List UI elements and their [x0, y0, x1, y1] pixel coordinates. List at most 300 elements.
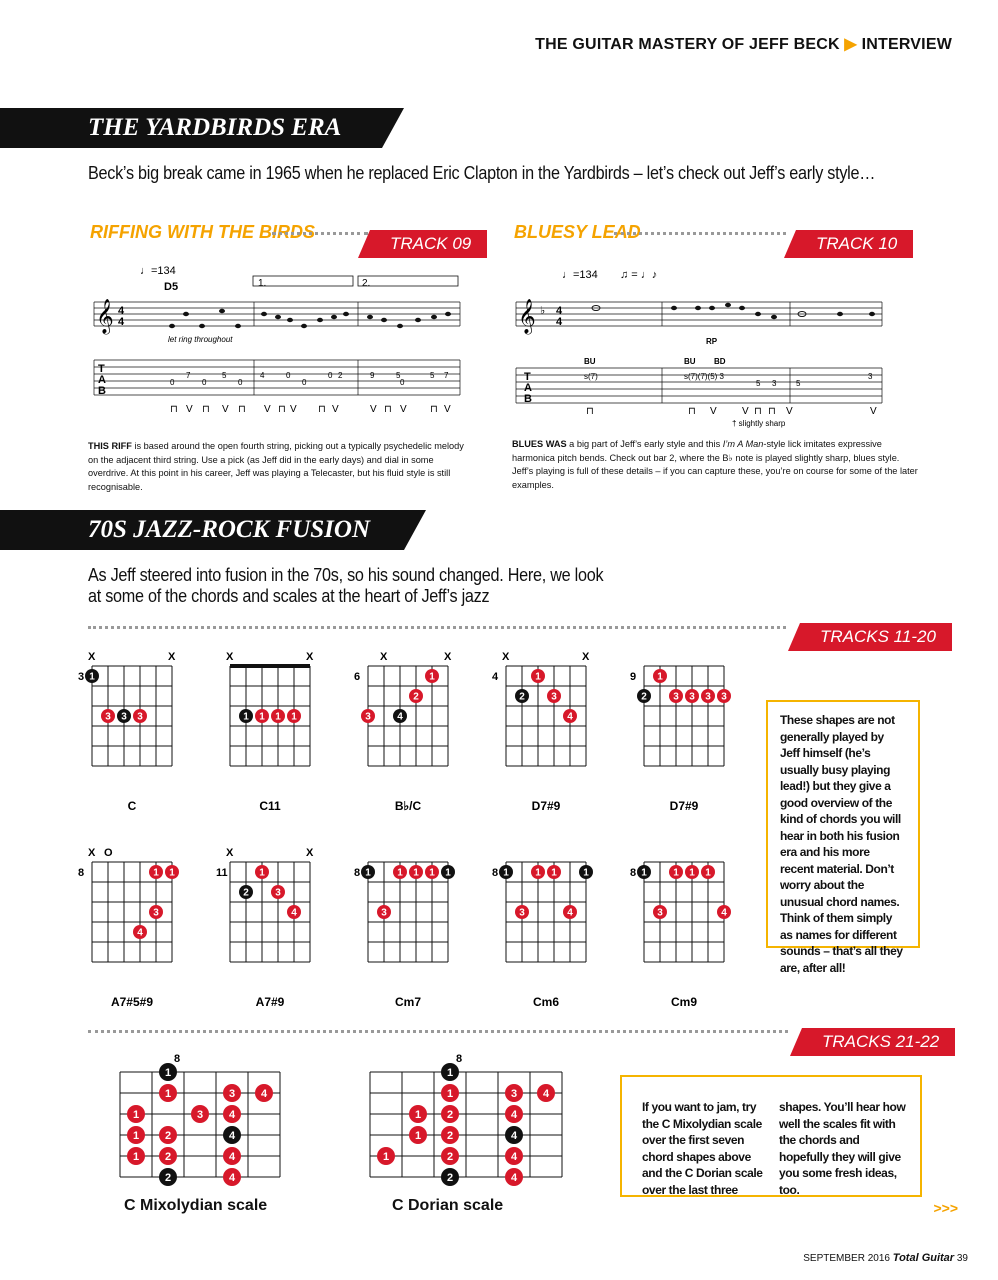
svg-text:⊓: ⊓	[384, 404, 392, 415]
svg-text:1: 1	[132, 1151, 140, 1163]
finger-dot	[85, 669, 99, 683]
slightly-sharp-note: † slightly sharp	[732, 419, 786, 428]
scale-note-dot	[441, 1084, 459, 1102]
chord-diagram	[78, 836, 208, 1009]
chord-fret-number: 8	[354, 867, 361, 879]
svg-text:4: 4	[137, 927, 143, 939]
svg-text:7: 7	[444, 371, 449, 380]
svg-text:0: 0	[328, 371, 333, 380]
svg-text:2: 2	[413, 691, 419, 703]
svg-text:⊓: ⊓	[318, 404, 326, 415]
svg-text:3: 3	[868, 372, 873, 381]
svg-text:1: 1	[446, 1067, 454, 1079]
scale-note-dot	[409, 1126, 427, 1144]
track-badge-21-22: TRACKS 21-22	[802, 1028, 955, 1056]
chord-diagram	[216, 640, 346, 813]
svg-text:3: 3	[705, 691, 711, 703]
scale-note-dot	[127, 1105, 145, 1123]
scale-note-dot	[159, 1084, 177, 1102]
svg-text:1: 1	[673, 867, 679, 879]
finger-dot	[271, 709, 285, 723]
dotted-rule	[614, 232, 786, 235]
svg-text:3: 3	[137, 711, 143, 723]
svg-text:1: 1	[291, 711, 297, 723]
muted-string-mark: X	[380, 651, 388, 663]
finger-dot	[515, 689, 529, 703]
svg-text:4: 4	[567, 907, 573, 919]
finger-dot	[133, 925, 147, 939]
finger-dot	[701, 689, 715, 703]
finger-dot	[165, 865, 179, 879]
chord-fret-number: 8	[492, 867, 499, 879]
finger-dot	[255, 709, 269, 723]
chords-note-box	[766, 700, 920, 975]
chord-diagram	[492, 640, 622, 813]
tempo-mark: ♩=134	[140, 265, 176, 277]
muted-string-mark: X	[168, 651, 176, 663]
svg-text:⊓: ⊓	[430, 404, 438, 415]
svg-text:3: 3	[153, 907, 159, 919]
svg-text:3: 3	[381, 907, 387, 919]
tab-numbers	[170, 371, 449, 387]
caption-body: is based around the open fourth string, picking out a typically psychedelic melody on the adjacent third string. Use a pick (as Jeff did in the early days) and dial in some overdrive. At this point in his career, Jeff was playing a Telecaster, but his fluid style is still recognisable.	[88, 441, 464, 492]
svg-text:1: 1	[583, 867, 589, 879]
svg-text:3: 3	[275, 887, 281, 899]
volta-2	[358, 276, 458, 286]
svg-text:V: V	[742, 406, 749, 417]
finger-dot	[531, 865, 545, 879]
finger-dot	[685, 865, 699, 879]
finger-dot	[361, 865, 375, 879]
finger-dot	[149, 865, 163, 879]
finger-dot	[361, 709, 375, 723]
chords-note-text: These shapes are not generally played by Jeff himself (he’s usually busy playing lead!) but they give a good overview of the kind of chords you will hear in both his fusion era and his more recent material. Don’t worry about the unusual chord names. Think of them simply as names for different sounds – that’s all they are, after all!	[780, 713, 903, 975]
muted-string-mark: X	[88, 847, 96, 859]
svg-text:4: 4	[228, 1151, 236, 1163]
finger-dot	[271, 885, 285, 899]
svg-text:4: 4	[721, 907, 727, 919]
svg-text:V: V	[222, 404, 229, 415]
scale-note-dot	[505, 1126, 523, 1144]
chord-name: Cm9	[670, 995, 698, 1009]
scale-note-dot	[159, 1147, 177, 1165]
scale-note-dot	[191, 1105, 209, 1123]
muted-string-mark: X	[306, 651, 314, 663]
scale-note-dot	[441, 1168, 459, 1186]
volta-1	[253, 276, 353, 286]
svg-text:V: V	[186, 404, 193, 415]
bluesy-caption: BLUES WAS a big part of Jeff’s early style and this I’m A Man-style lick imitates expressive harmonica pitch bends. Check out bar 2, where the B♭ note is played slightly sharp, blues style. Jeff’s playing is full of these details – if you can capture these, you’re on course for some of the later examples.	[512, 439, 918, 490]
svg-text:1: 1	[397, 867, 403, 879]
chord-fret-number: 9	[630, 671, 637, 683]
running-head-section: INTERVIEW	[861, 36, 952, 53]
chord-diagram	[630, 640, 760, 813]
caption-lead: BLUES WAS	[512, 439, 567, 449]
running-head-title: THE GUITAR MASTERY OF JEFF BECK	[535, 36, 840, 53]
scales-note-box	[620, 1075, 922, 1197]
caption-lead: THIS RIFF	[88, 441, 132, 451]
finger-dot	[579, 865, 593, 879]
svg-text:9: 9	[370, 371, 375, 380]
muted-string-mark: X	[226, 651, 234, 663]
finger-dot	[149, 905, 163, 919]
chord-symbol: D5	[164, 281, 179, 293]
tab-lines	[94, 360, 460, 395]
riff-notation	[88, 262, 468, 422]
svg-text:1: 1	[689, 867, 695, 879]
svg-text:4: 4	[542, 1088, 550, 1100]
treble-clef-icon: 𝄞	[96, 299, 114, 334]
svg-text:1: 1	[153, 867, 159, 879]
bluesy-noteheads	[592, 303, 875, 319]
svg-text:2: 2	[446, 1109, 454, 1121]
svg-text:⊓: ⊓	[238, 404, 246, 415]
bend-down-label: BD	[714, 357, 726, 366]
svg-text:⊓: ⊓	[754, 406, 762, 417]
svg-text:4: 4	[556, 316, 563, 328]
finger-dot	[531, 669, 545, 683]
svg-text:1: 1	[243, 711, 249, 723]
scale-note-dot	[505, 1168, 523, 1186]
svg-text:1: 1	[535, 671, 541, 683]
chord-name: D7#9	[531, 799, 561, 813]
finger-dot	[669, 689, 683, 703]
svg-text:5: 5	[222, 371, 227, 380]
svg-text:⊓: ⊓	[278, 404, 286, 415]
svg-text:2: 2	[164, 1151, 172, 1163]
scale-note-dot	[223, 1168, 241, 1186]
svg-text:3: 3	[365, 711, 371, 723]
svg-text:2: 2	[338, 371, 343, 380]
dotted-rule	[88, 1030, 788, 1033]
dorian-label: C Dorian scale	[392, 1197, 504, 1214]
svg-text:3: 3	[519, 907, 525, 919]
svg-text:1: 1	[503, 867, 509, 879]
chord-diagram	[630, 836, 760, 1009]
svg-text:3: 3	[105, 711, 111, 723]
chord-name: Cm6	[532, 995, 560, 1009]
scale-note-dot	[377, 1147, 395, 1165]
scale-note-dot	[505, 1105, 523, 1123]
svg-text:1: 1	[535, 867, 541, 879]
finger-dot	[287, 709, 301, 723]
svg-text:1: 1	[132, 1130, 140, 1142]
svg-text:4: 4	[397, 711, 403, 723]
time-signature: 4	[118, 305, 125, 317]
time-signature: 4	[556, 305, 563, 317]
staff-lines	[94, 302, 460, 326]
finger-dot	[133, 709, 147, 723]
svg-text:s(7)(7)(5) 3: s(7)(7)(5) 3	[684, 372, 725, 381]
scale-note-dot	[505, 1147, 523, 1165]
song-title: I’m A Man	[722, 439, 764, 449]
chord-name: C11	[259, 799, 281, 813]
svg-text:1: 1	[413, 867, 419, 879]
open-string-mark: O	[104, 847, 113, 859]
chord-name: A7#5#9	[110, 995, 154, 1009]
svg-text:3: 3	[551, 691, 557, 703]
scale-note-dot	[537, 1084, 555, 1102]
svg-text:3: 3	[689, 691, 695, 703]
scale-note-dot	[441, 1147, 459, 1165]
finger-dot	[393, 709, 407, 723]
svg-text:1: 1	[382, 1151, 390, 1163]
finger-dot	[515, 905, 529, 919]
section-heading-text: 70S JAZZ-ROCK FUSION	[88, 516, 370, 543]
track-badge-10: TRACK 10	[796, 230, 913, 258]
finger-dot	[239, 709, 253, 723]
page-number: 39	[956, 1253, 968, 1264]
chord-name: Cm7	[394, 995, 422, 1009]
svg-text:5: 5	[430, 371, 435, 380]
muted-string-mark: X	[306, 847, 314, 859]
finger-dot	[669, 865, 683, 879]
finger-dot	[441, 865, 455, 879]
finger-dot	[287, 905, 301, 919]
bend-up-label-2: BU	[684, 357, 696, 366]
svg-text:2: 2	[243, 887, 249, 899]
tempo-mark: ♩=134	[562, 269, 598, 281]
standfirst-fusion: As Jeff steered into fusion in the 70s, so his sound changed. Here, we look at some of the chords and scales at the heart of Jeff’s jazz	[88, 565, 604, 606]
svg-text:2: 2	[446, 1172, 454, 1184]
chord-fret-number: 8	[630, 867, 637, 879]
svg-text:4: 4	[260, 1088, 268, 1100]
svg-text:2: 2	[164, 1172, 172, 1184]
finger-dot	[425, 669, 439, 683]
svg-text:0: 0	[302, 378, 307, 387]
svg-text:⊓: ⊓	[688, 406, 696, 417]
chord-fret-number: 3	[78, 671, 85, 683]
svg-text:1: 1	[164, 1067, 172, 1079]
tab-numbers	[584, 372, 873, 388]
svg-text:V: V	[264, 404, 271, 415]
staff-lines	[516, 302, 882, 326]
finger-dot	[637, 865, 651, 879]
volta-1-label: 1.	[258, 278, 267, 289]
finger-dot	[425, 865, 439, 879]
standfirst-yardbirds: Beck’s big break came in 1965 when he replaced Eric Clapton in the Yardbirds – let’s check out Jeff’s early style…	[88, 163, 876, 183]
muted-string-mark: X	[226, 847, 234, 859]
svg-text:V: V	[290, 404, 297, 415]
dorian-diagram	[362, 1050, 550, 1220]
svg-text:⊓: ⊓	[768, 406, 776, 417]
scale-note-dot	[159, 1168, 177, 1186]
scale-note-dot	[409, 1105, 427, 1123]
svg-text:4: 4	[260, 371, 265, 380]
svg-text:⊓: ⊓	[586, 406, 594, 417]
svg-text:4: 4	[228, 1109, 236, 1121]
svg-text:0: 0	[202, 378, 207, 387]
bluesy-title: BLUESY LEAD	[514, 222, 641, 242]
svg-text:4: 4	[291, 907, 297, 919]
finger-dot	[255, 865, 269, 879]
finger-dot	[701, 865, 715, 879]
chord-diagram	[492, 836, 622, 1009]
tab-letter-t: T	[524, 371, 531, 383]
dotted-rule	[272, 232, 368, 235]
riff-caption	[88, 440, 470, 494]
svg-text:1: 1	[259, 711, 265, 723]
scale-note-dot	[441, 1063, 459, 1081]
finger-dot	[547, 689, 561, 703]
svg-text:1: 1	[275, 711, 281, 723]
scale-note-dot	[127, 1147, 145, 1165]
finger-dot	[717, 905, 731, 919]
bend-up-label: BU	[584, 357, 596, 366]
svg-text:0: 0	[238, 378, 243, 387]
scale-note-dot	[223, 1126, 241, 1144]
svg-text:V: V	[400, 404, 407, 415]
chord-fret-number: 6	[354, 671, 361, 683]
svg-text:3: 3	[510, 1088, 518, 1100]
svg-text:0: 0	[286, 371, 291, 380]
finger-dot	[637, 689, 651, 703]
section-heading-text: THE YARDBIRDS ERA	[88, 114, 342, 141]
chord-diagram	[78, 640, 208, 813]
pick-directions	[586, 406, 877, 417]
finger-dot	[377, 905, 391, 919]
finger-dot	[409, 689, 423, 703]
svg-text:7: 7	[186, 371, 191, 380]
svg-text:♭: ♭	[540, 305, 546, 317]
muted-string-mark: X	[502, 651, 510, 663]
chord-fret-number: 8	[78, 867, 85, 879]
svg-text:⊓: ⊓	[170, 404, 178, 415]
scale-note-dot	[223, 1084, 241, 1102]
svg-text:1: 1	[164, 1088, 172, 1100]
svg-text:3: 3	[721, 691, 727, 703]
tab-letter-a: A	[524, 382, 532, 394]
scales-note-col1: If you want to jam, try the C Mixolydian scale over the first seven chord shapes above and the C Dorian scale over the last three	[642, 1100, 763, 1197]
svg-text:2: 2	[641, 691, 647, 703]
mixolydian-diagram	[112, 1050, 292, 1220]
svg-text:1: 1	[169, 867, 175, 879]
swing-notation: ♫ = ♩♪	[620, 269, 658, 281]
svg-text:4: 4	[510, 1172, 518, 1184]
dotted-rule	[88, 626, 786, 629]
svg-text:1: 1	[551, 867, 557, 879]
svg-text:1: 1	[414, 1130, 422, 1142]
scale-note-dot	[223, 1105, 241, 1123]
volta-2-label: 2.	[362, 278, 371, 289]
svg-text:5: 5	[796, 379, 801, 388]
riff-title: RIFFING WITH THE BIRDS	[90, 222, 315, 242]
treble-clef-icon: 𝄞	[518, 299, 536, 334]
svg-text:4: 4	[510, 1109, 518, 1121]
finger-dot	[409, 865, 423, 879]
finger-dot	[563, 709, 577, 723]
tab-letter-a: A	[98, 374, 106, 386]
svg-text:1: 1	[429, 671, 435, 683]
finger-dot	[117, 709, 131, 723]
chord-name: A7#9	[255, 995, 285, 1009]
chord-diagram	[354, 640, 484, 813]
svg-text:4: 4	[510, 1130, 518, 1142]
finger-dot	[685, 689, 699, 703]
svg-text:0: 0	[170, 378, 175, 387]
chord-diagram	[216, 836, 346, 1009]
muted-string-mark: X	[88, 651, 96, 663]
svg-text:V: V	[786, 406, 793, 417]
svg-text:0: 0	[400, 378, 405, 387]
performance-instruction: let ring throughout	[168, 335, 233, 344]
svg-text:1: 1	[414, 1109, 422, 1121]
svg-text:1: 1	[705, 867, 711, 879]
svg-text:2: 2	[446, 1151, 454, 1163]
play-arrow-icon: ▶	[844, 36, 857, 53]
chord-diagram	[354, 836, 484, 1009]
mixolydian-label: C Mixolydian scale	[124, 1197, 268, 1214]
scale-note-dot	[223, 1147, 241, 1165]
svg-text:4: 4	[228, 1172, 236, 1184]
scale-note-dot	[159, 1126, 177, 1144]
track-badge-09: TRACK 09	[370, 230, 487, 258]
svg-text:1: 1	[89, 671, 95, 683]
svg-text:3: 3	[196, 1109, 204, 1121]
rp-label: RP	[706, 337, 718, 346]
tab-letter-b: B	[98, 385, 106, 397]
scale-note-dot	[255, 1084, 273, 1102]
finger-dot	[717, 689, 731, 703]
svg-text:3: 3	[228, 1088, 236, 1100]
scales-note-col2: shapes. You’ll hear how well the scales fit with the chords and hopefully they will give you some fresh ideas, too.	[779, 1100, 906, 1197]
finger-dot	[547, 865, 561, 879]
pick-directions	[170, 404, 451, 415]
chord-name: D7#9	[669, 799, 699, 813]
section-heading-fusion	[0, 510, 404, 550]
issue-date: SEPTEMBER 2016	[803, 1253, 890, 1264]
bluesy-notation	[510, 262, 890, 430]
scale-note-dot	[441, 1105, 459, 1123]
svg-text:1: 1	[641, 867, 647, 879]
chord-name: B♭/C	[394, 799, 422, 813]
running-head	[535, 34, 952, 54]
tab-letter-b: B	[524, 393, 532, 405]
scale-note-dot	[505, 1084, 523, 1102]
svg-text:1: 1	[657, 671, 663, 683]
svg-text:1: 1	[132, 1109, 140, 1121]
svg-text:3: 3	[121, 711, 127, 723]
svg-text:2: 2	[446, 1130, 454, 1142]
svg-text:3: 3	[657, 907, 663, 919]
svg-text:V: V	[710, 406, 717, 417]
scale-note-dot	[159, 1063, 177, 1081]
svg-text:3: 3	[772, 379, 777, 388]
svg-text:1: 1	[429, 867, 435, 879]
riff-noteheads	[169, 309, 451, 328]
continue-arrows: >>>	[933, 1200, 958, 1216]
finger-dot	[499, 865, 513, 879]
scale-note-dot	[441, 1126, 459, 1144]
svg-text:3: 3	[673, 691, 679, 703]
finger-dot	[239, 885, 253, 899]
svg-text:1: 1	[446, 1088, 454, 1100]
scale-fret-number: 8	[456, 1053, 463, 1065]
section-heading-yardbirds	[0, 108, 382, 148]
svg-text:V: V	[870, 406, 877, 417]
finger-dot	[563, 905, 577, 919]
svg-text:V: V	[370, 404, 377, 415]
track-badge-11-20: TRACKS 11-20	[800, 623, 952, 651]
svg-text:1: 1	[259, 867, 265, 879]
svg-text:1: 1	[445, 867, 451, 879]
svg-text:4: 4	[567, 711, 573, 723]
scale-note-dot	[127, 1126, 145, 1144]
svg-text:4: 4	[118, 316, 125, 328]
chord-name: C	[127, 799, 137, 813]
chord-fret-number: 4	[492, 671, 499, 683]
muted-string-mark: X	[582, 651, 590, 663]
